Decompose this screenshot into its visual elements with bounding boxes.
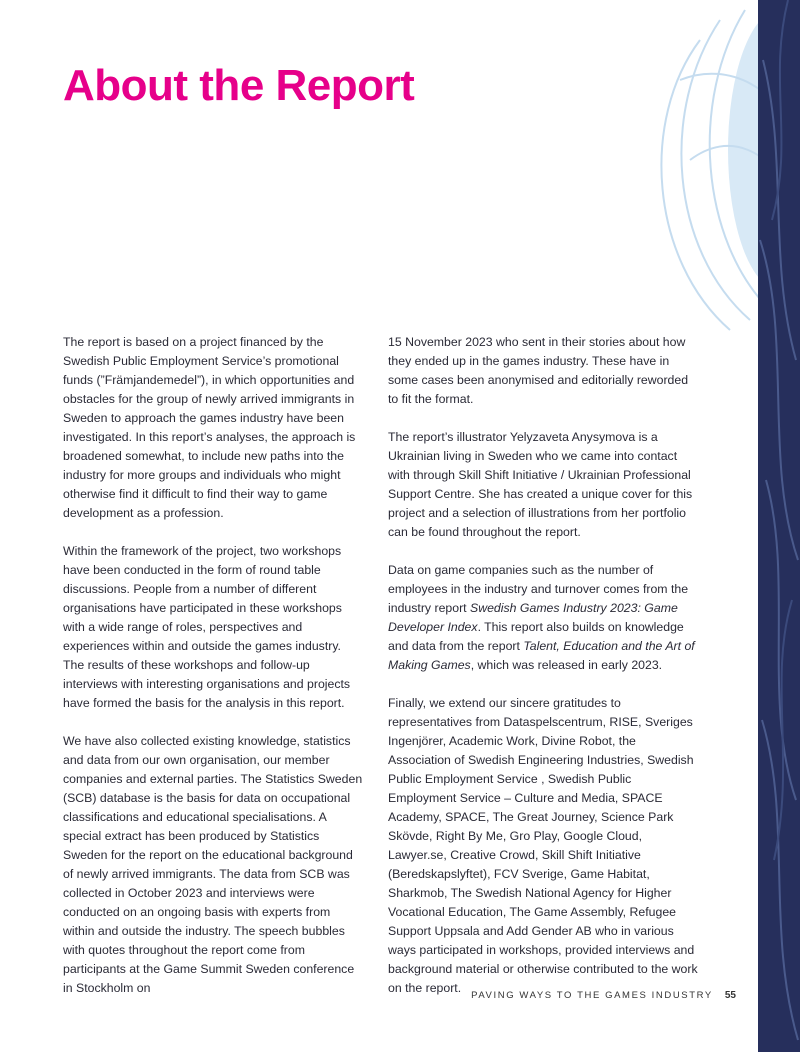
right-text-column — [388, 333, 698, 998]
page-title: About the Report — [63, 61, 415, 110]
paragraph: 15 November 2023 who sent in their stories about how they ended up in the games industry. These have in some cases been anonymised and editorially reworded to fit the format. — [388, 335, 689, 406]
paragraph: We have also collected existing knowledge, statistics and data from our own organisation, our member companies and external parties. The Statistics Sweden (SCB) database is the basis for data on occupational classifications and educational specialisations. A special extract has been produced by Statistics Sweden for the report on the educational background of newly arrived immigrants. The data from SCB was collected in October 2023 and interviews were conducted on an ongoing basis with experts from within and outside the industry. The speech bubbles with quotes throughout the report come from participants at the Game Summit Sweden conference in Stockholm on — [63, 734, 363, 995]
paragraph-text: Data on game companies such as the number of employees in the industry and turnover comes from the industry report — [388, 563, 689, 615]
paragraph: The report’s illustrator Yelyzaveta Anysymova is a Ukrainian living in Sweden who we came into contact with through Skill Shift Initiative / Ukrainian Professional Support Centre. She has created a unique cover for this project and a selection of illustrations from her portfolio can be found throughout the report. — [388, 430, 693, 539]
cited-report-title: Talent, Education and the Art of Making Games — [388, 639, 695, 672]
running-title: PAVING WAYS TO THE GAMES INDUSTRY — [471, 990, 713, 1001]
paragraph-with-citations — [388, 561, 698, 675]
paragraph-text: . This report also builds on knowledge and data from the report — [388, 620, 684, 653]
paragraph: Within the framework of the project, two workshops have been conducted in the form of round table discussions. People from a number of different organisations have participated in these workshops with a wide range of roles, perspectives and experiences within and outside the games industry. The results of these workshops and follow-up interviews with interesting organisations and projects have formed the basis for the analysis in this report. — [63, 544, 351, 710]
side-color-band — [758, 0, 800, 1052]
paragraph: Finally, we extend our sincere gratitudes to representatives from Dataspelscentrum, RISE, Sveriges Ingenjörer, Academic Work, Divine Robot, the Association of Swedish Engineering Industries, Swedish Public Employment Service , Swedish Public Employment Service – Culture and Media, SPACE Academy, SPACE, The Great Journey, Science Park Skövde, Right By Me, Gro Play, Google Cloud, Lawyer.se, Creative Crowd, Skill Shift Initiative (Beredskapslyftet), FCV Sverige, Game Habitat, Sharkmob, The Swedish National Agency for Higher Vocational Education, The Game Assembly, Refugee Support Uppsala and Add Gender AB who in various ways participated in workshops, provided interviews and background material or otherwise contributed to the work on the report. — [388, 696, 698, 995]
paragraph: The report is based on a project financed by the Swedish Public Employment Service’s promotional funds (”Främjandemedel”), in which opportunities and obstacles for the group of newly arrived immigrants in Sweden to approach the games industry have been investigated. In this report’s analyses, the approach is broadened somewhat, to include new paths into the industry for more groups and individuals who might otherwise find it difficult to find their way to game development as a profession. — [63, 335, 356, 520]
side-band-pattern — [758, 0, 800, 1052]
page-footer — [420, 990, 736, 1001]
cited-report-title: Swedish Games Industry 2023: Game Developer Index — [388, 601, 678, 634]
paragraph-text: , which was released in early 2023. — [470, 658, 663, 672]
page-number: 55 — [724, 990, 736, 1001]
left-text-column — [63, 333, 363, 998]
